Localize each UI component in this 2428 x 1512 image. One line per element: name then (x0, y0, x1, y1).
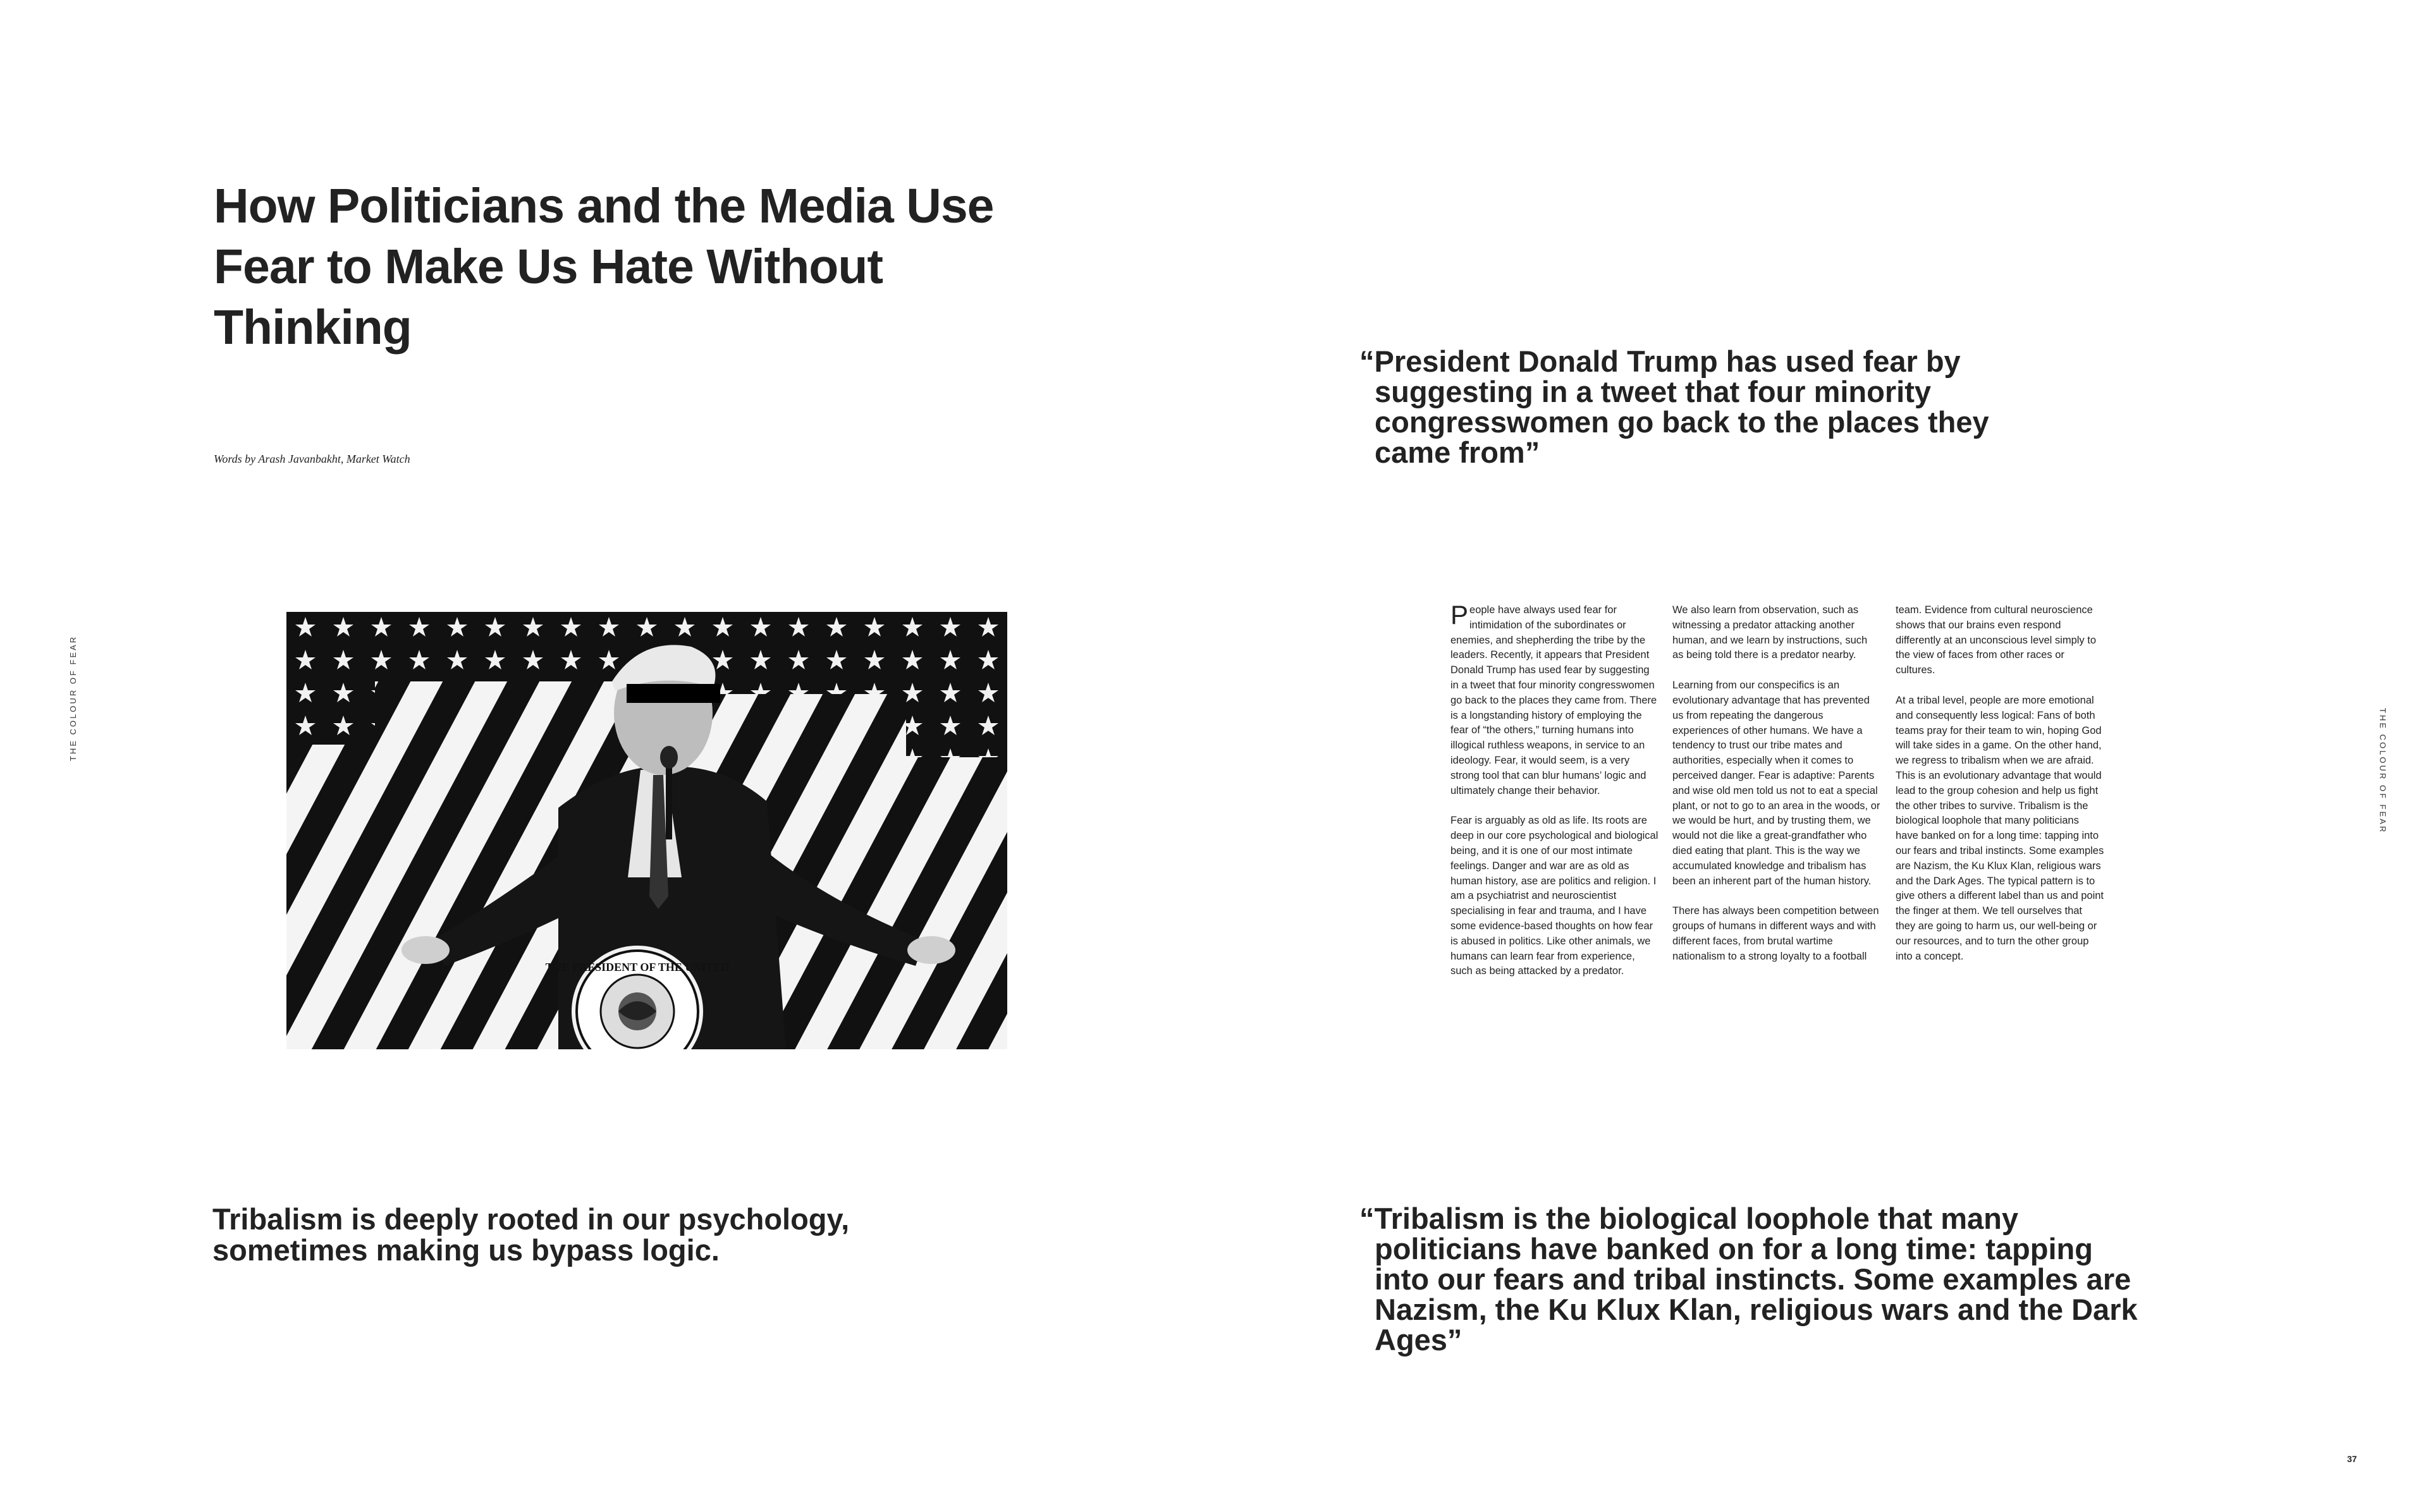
seal-text: THE PRESIDENT OF THE UNITED (545, 961, 730, 973)
section-label-left: THE COLOUR OF FEAR (68, 635, 78, 761)
body-column-1 (1450, 600, 1659, 994)
body-paragraph: At a tribal level, people are more emotional and consequently less logical: Fans of both teams pray for their team to win, hoping God will take sides in a game. On the other hand, we regress to tribalism when we are afraid. This is an evolutionary advantage that would lead to the group cohesion and help us fight the other tribes to survive. Tribalism is the biological loophole that many politicians have banked on for a long time: tapping into our fears and tribal instincts. Some examples are Nazism, the Ku Klux Klan, religious wars and the Dark Ages. The typical pattern is to give others a different label than us and point the finger at them. We tell ourselves that they are going to harm us, our well-being or our resources, and to turn the other group into a concept. (1896, 694, 2104, 962)
censor-bar (627, 684, 720, 703)
body-column-3 (1896, 603, 2104, 979)
article-byline: Words by Arash Javanbakht, Market Watch (214, 453, 410, 465)
drop-cap: P (1450, 600, 1469, 630)
section-label-right: THE COLOUR OF FEAR (2378, 708, 2388, 834)
page-number: 37 (2347, 1454, 2357, 1464)
article-photo (286, 612, 1007, 1049)
body-paragraph: Learning from our conspecifics is an evolutionary advantage that has prevented us from repeating the dangerous experiences of other humans. We have a tendency to trust our tribe mates and authorities, especially when it comes to perceived danger. Fear is adaptive: Parents and wise old men told us not to eat a special plant, or not to go to an area in the woods, or we would be hurt, and by trusting them, we would not die like a great-grandfather who died eating that plant. This is the way we accumulated knowledge and tribalism has been an inherent part of the human history. (1672, 680, 1880, 887)
body-paragraph: We also learn from observation, such as witnessing a predator attacking another human, and we learn by instructions, such as being told there is a predator nearby. (1672, 604, 1868, 661)
pull-quote-left: Tribalism is deeply rooted in our psychology, sometimes making us bypass logic. (212, 1202, 850, 1267)
body-paragraph: team. Evidence from cultural neuroscience shows that our brains even respond differently at an unconscious level simply to the view of faces from other races or cultures. (1896, 604, 2097, 676)
body-paragraph: People have always used fear for intimidation of the subordinates or enemies, and shepherding the tribe by the leaders. Recently, it appears that President Donald Trump has used fear by suggesting in a tweet that four minority congresswomen go back to the places they came from. There is a longstanding history of employing the fear of “the others,” turning humans into illogical ruthless weapons, in service to an ideology. Fear, it would seem, is a very strong tool that can blur humans’ logic and ultimately change their behavior. (1450, 600, 1657, 796)
pull-quote-bottom: “Tribalism is the biological loophole that many politicians have banked on for a long time: tapping into our fears and tribal instincts. Some examples are Nazism, the Ku Klux Klan, religious wars and the Dark Ages” (1359, 1202, 2138, 1357)
pull-quote-top: “President Donald Trump has used fear by suggesting in a tweet that four minority congresswomen go back to the places they came from” (1359, 344, 1989, 469)
article-headline: How Politicians and the Media Use Fear to Make Us Hate Without Thinking (214, 179, 994, 355)
body-paragraph: Fear is arguably as old as life. Its roots are deep in our core psychological and biological being, and it is one of our most intimate feelings. Danger and war are as old as human history, ase are politics and religion. I am a psychiatrist and neuroscientist specialising in fear and trauma, and I have some evidence-based thoughts on how fear is abused in politics. Like other animals, we humans can learn fear from experience, such as being attacked by a predator. (1450, 815, 1659, 977)
body-paragraph: There has always been competition between groups of humans in different ways and with different faces, from brutal wartime nationalism to a strong loyalty to a football (1672, 905, 1879, 962)
body-column-2 (1672, 603, 1881, 980)
